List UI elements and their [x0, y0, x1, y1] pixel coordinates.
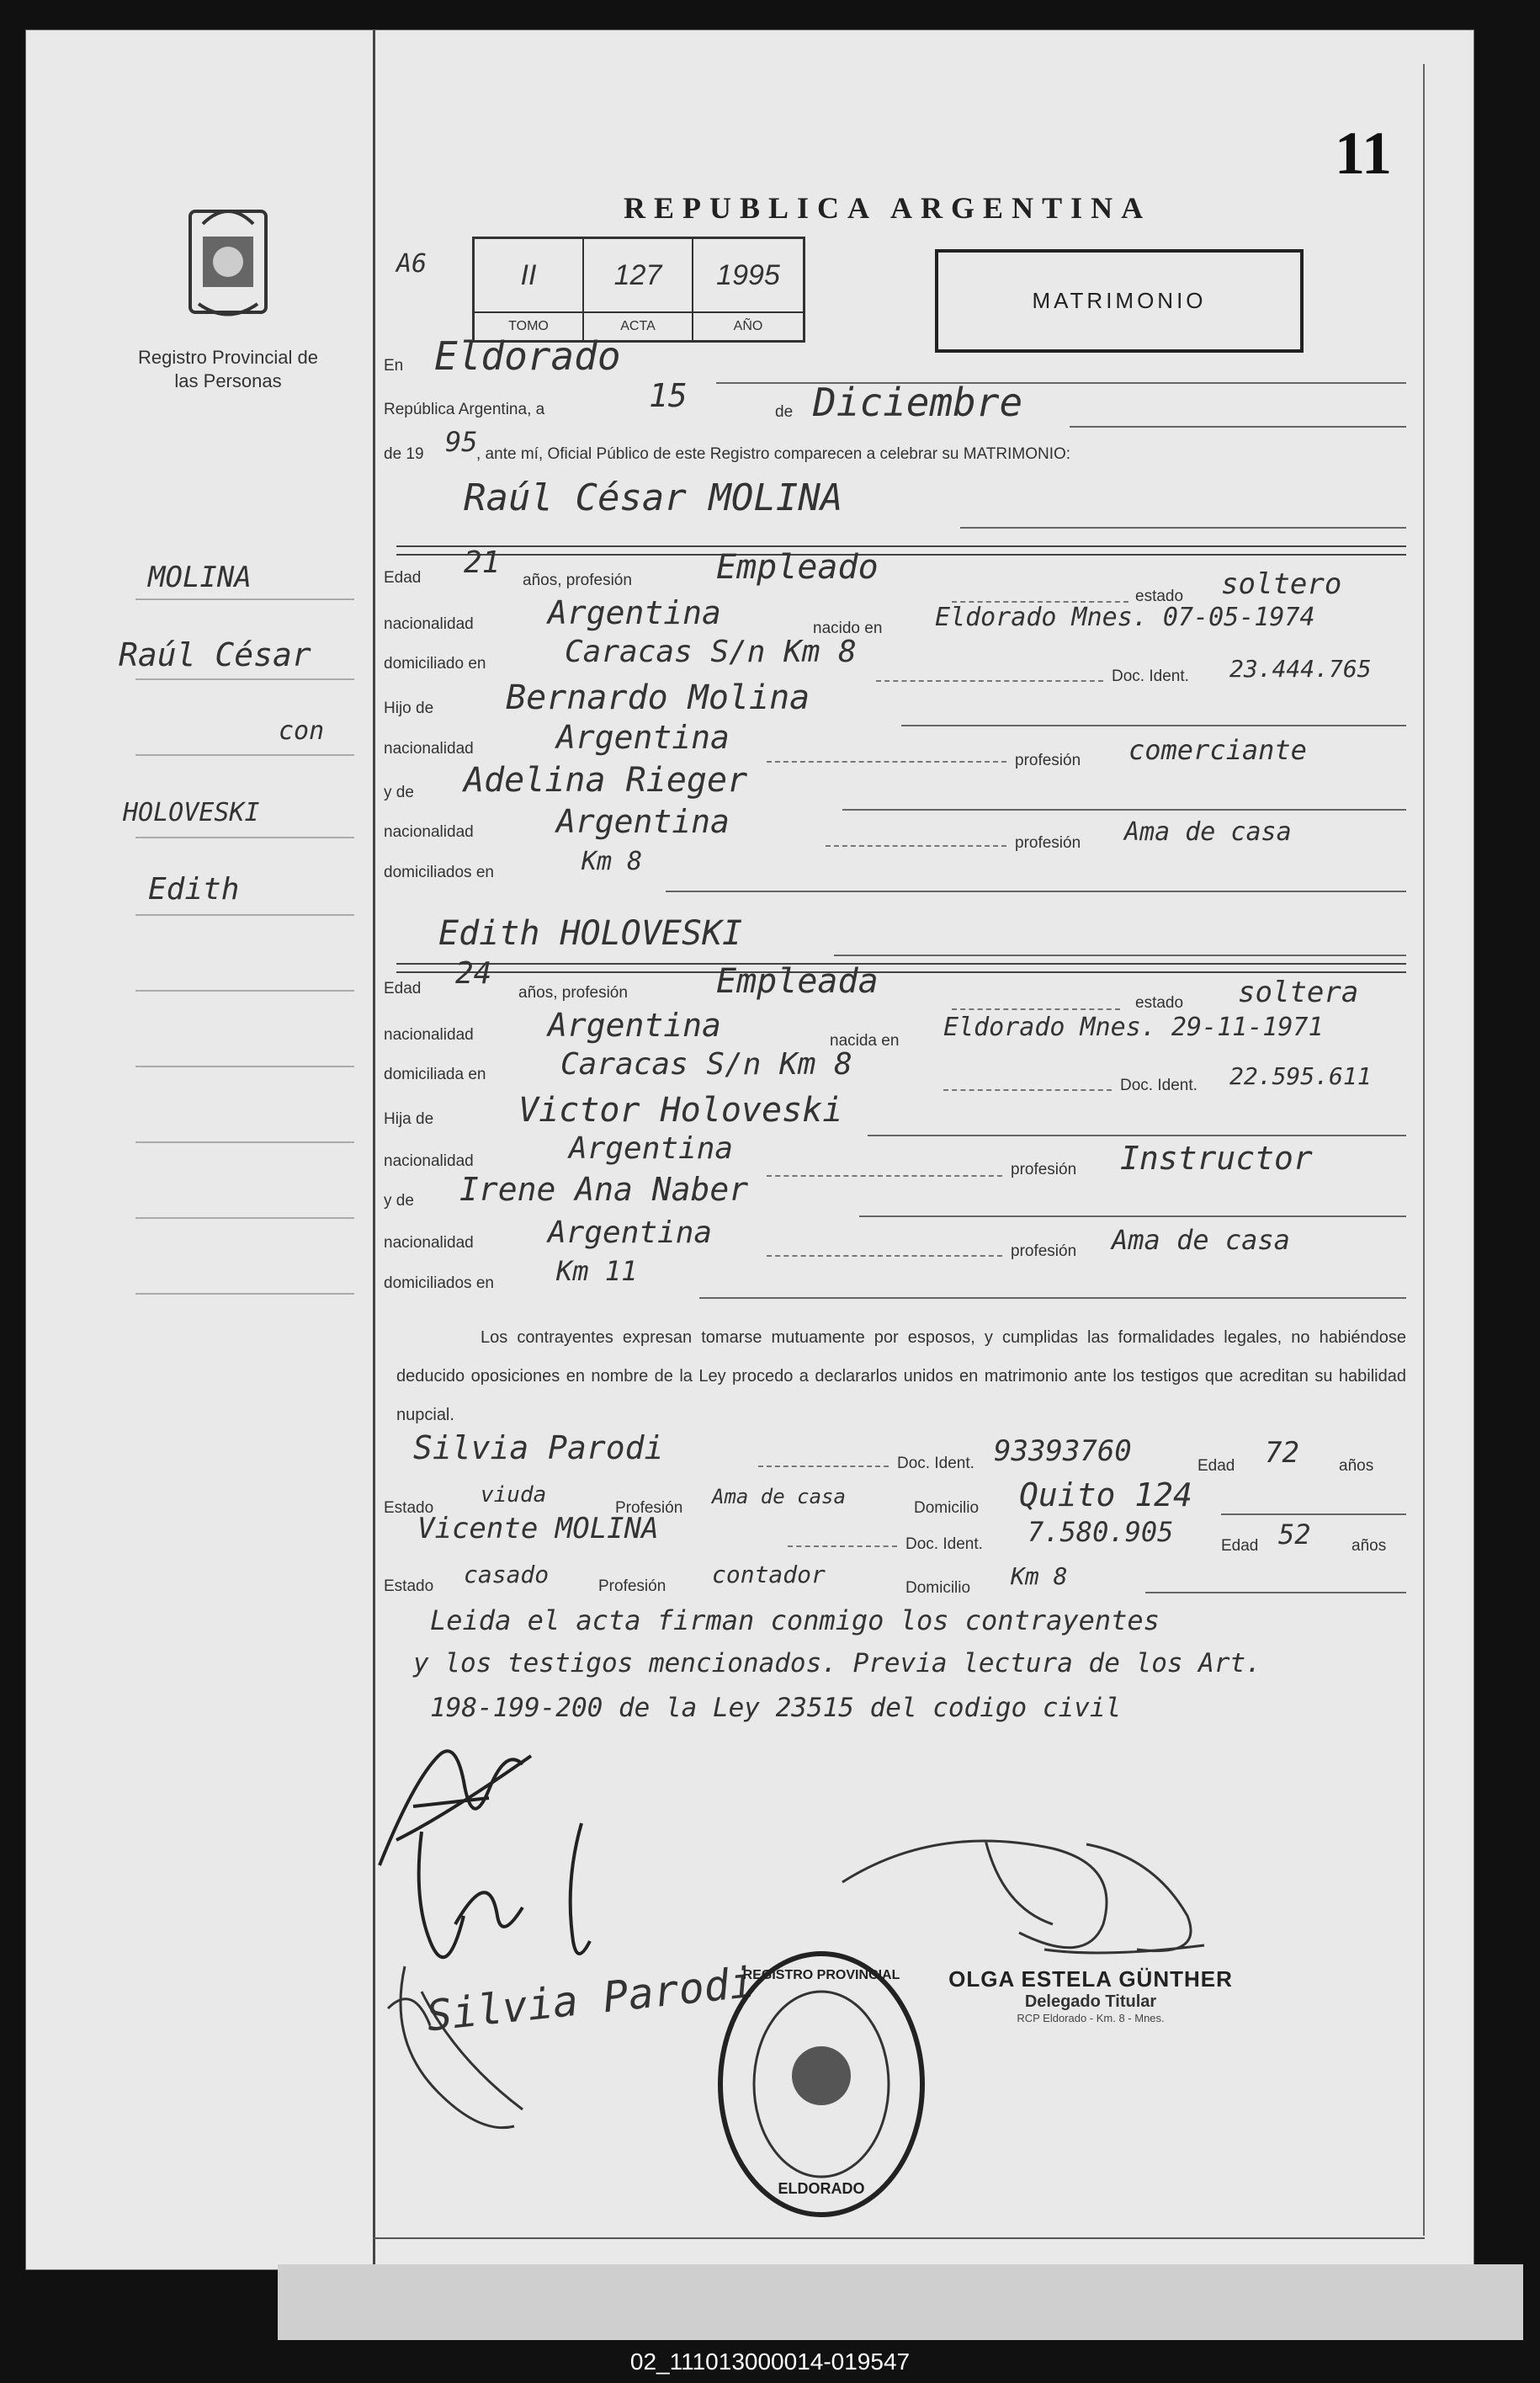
bride-dom-label: domiciliada en	[384, 1066, 486, 1083]
bride-padre-nac-label: nacionalidad	[384, 1152, 474, 1170]
bride-padre-prof-label: profesión	[1011, 1161, 1077, 1178]
note-line-3: 198-199-200 de la Ley 23515 del codigo civil	[430, 1693, 1122, 1723]
witness2-edad-label: Edad	[1221, 1537, 1259, 1555]
rule	[960, 527, 1406, 529]
margin-given: Raúl César	[119, 636, 311, 673]
date-day: 15	[649, 377, 688, 414]
underlying-page	[278, 2264, 1523, 2340]
page-number: 11	[1335, 120, 1393, 187]
rule	[758, 1465, 889, 1467]
bride-edad-label: Edad	[384, 980, 422, 997]
section-divider	[396, 545, 1406, 547]
image-id-footer: 02_111013000014-019547	[629, 2348, 911, 2375]
bride-estado: soltera	[1238, 976, 1359, 1009]
witness1-name: Silvia Parodi	[413, 1429, 664, 1466]
rule	[788, 1545, 897, 1547]
place-value: Eldorado	[434, 333, 621, 379]
bride-nacida: Eldorado Mnes. 29-11-1971	[943, 1013, 1324, 1042]
witness1-profesion: Ama de casa	[712, 1485, 846, 1508]
witness1-estado-label: Estado	[384, 1499, 434, 1517]
groom-madre-nac: Argentina	[556, 803, 730, 840]
witness1-doc-label: Doc. Ident.	[897, 1455, 974, 1472]
bride-madre-nac: Argentina	[548, 1215, 713, 1250]
note-line-2: y los testigos mencionados. Previa lectura de los Art.	[413, 1648, 1261, 1678]
tomo-value: II	[475, 239, 584, 311]
rule	[901, 725, 1406, 726]
record-type-box: MATRIMONIO	[935, 249, 1304, 353]
bride-edad: 24	[455, 956, 492, 991]
place-prefix: En	[384, 357, 404, 375]
rule	[135, 837, 354, 838]
witness1-doc: 93393760	[994, 1434, 1132, 1468]
margin-bride-given: Edith	[148, 872, 240, 907]
bride-domicilio: Caracas S/n Km 8	[560, 1047, 852, 1082]
bride-hija-label: Hija de	[384, 1110, 434, 1128]
bride-padre-nac: Argentina	[569, 1131, 734, 1166]
groom-padre-nac: Argentina	[556, 719, 730, 756]
official-role: Delegado Titular	[1024, 1992, 1157, 2011]
witness1-prof-label: Profesión	[615, 1499, 683, 1517]
witness2-name: Vicente MOLINA	[417, 1512, 659, 1545]
groom-dom-label: domiciliado en	[384, 655, 486, 673]
note-line-1: Leida el acta firman conmigo los contrayentes	[430, 1604, 1160, 1636]
groom-edad: 21	[464, 545, 501, 580]
groom-nacido-label: nacido en	[813, 620, 883, 637]
bride-nacionalidad: Argentina	[548, 1007, 721, 1044]
rule	[868, 1135, 1406, 1136]
groom-yde-label: y de	[384, 784, 414, 801]
bride-doc-label: Doc. Ident.	[1120, 1077, 1197, 1094]
witness1-edad: 72	[1265, 1436, 1299, 1470]
rule	[135, 598, 354, 600]
witness2-doc: 7.580.905	[1028, 1516, 1174, 1548]
bride-nac-label: nacionalidad	[384, 1026, 474, 1044]
bride-madre-prof: Ama de casa	[1112, 1224, 1290, 1256]
rule	[135, 754, 354, 756]
groom-edad-label: Edad	[384, 569, 422, 587]
rule	[767, 761, 1006, 763]
witness1-edad-label: Edad	[1197, 1457, 1235, 1475]
country-title: REPUBLICA ARGENTINA	[624, 191, 1152, 225]
groom-padres-dom: Km 8	[581, 847, 643, 876]
official-block	[948, 1966, 1234, 2024]
witness2-doc-label: Doc. Ident.	[905, 1535, 983, 1553]
date-month: Diciembre	[813, 380, 1023, 425]
rule	[859, 1215, 1406, 1217]
year-value: 95	[445, 426, 478, 458]
rule	[135, 990, 354, 992]
groom-doc: 23.444.765	[1229, 655, 1372, 683]
svg-text:ELDORADO: ELDORADO	[778, 2180, 865, 2197]
year-prefix: de 19	[384, 445, 424, 463]
groom-padre-nac-label: nacionalidad	[384, 740, 474, 758]
groom-profesion: Empleado	[716, 548, 879, 587]
groom-estado-label: estado	[1135, 588, 1184, 605]
rule	[767, 1175, 1002, 1177]
witness1-domicilio: Quito 124	[1019, 1476, 1192, 1513]
witness2-edad: 52	[1278, 1519, 1311, 1551]
rule	[135, 1141, 354, 1143]
record-number-box	[472, 237, 805, 343]
official-address: RCP Eldorado - Km. 8 - Mnes.	[1017, 2012, 1165, 2024]
bride-madre: Irene Ana Naber	[459, 1171, 749, 1208]
registry-name: Registro Provincial de las Personas	[138, 347, 318, 391]
groom-anios-label: años, profesión	[523, 572, 632, 589]
witness1-dom-label: Domicilio	[914, 1499, 980, 1517]
registry-stamp-icon	[708, 1941, 935, 2227]
bride-yde-label: y de	[384, 1192, 414, 1210]
date-de: de	[775, 403, 794, 421]
witness2-domicilio: Km 8	[1011, 1562, 1068, 1590]
groom-madre-nac-label: nacionalidad	[384, 823, 474, 841]
register-page	[25, 29, 1474, 2270]
witness2-prof-label: Profesión	[598, 1577, 666, 1595]
declaration-text: Los contrayentes expresan tomarse mutuamente por esposos, y cumplidas las formalidades legales, no habiéndose deducido oposiciones en nombre de la Ley procedo a declararlos unidos en matrimonio ante los testigos que acreditan su habilidad nupcial.	[396, 1328, 1406, 1424]
groom-doc-label: Doc. Ident.	[1112, 668, 1189, 685]
rule	[1145, 1592, 1406, 1593]
groom-padre-prof-label: profesión	[1015, 752, 1081, 769]
rule	[135, 678, 354, 680]
groom-nacionalidad: Argentina	[548, 594, 721, 631]
witness1-estado: viuda	[481, 1482, 547, 1508]
rule	[666, 891, 1406, 892]
provincial-seal-icon	[182, 190, 274, 333]
acta-label: ACTA	[584, 311, 693, 340]
witness1-anios: años	[1339, 1457, 1374, 1475]
anio-label: AÑO	[693, 311, 803, 340]
bride-doc: 22.595.611	[1229, 1062, 1372, 1090]
right-rule	[1423, 64, 1425, 2236]
rule	[876, 680, 1103, 682]
bride-madre-prof-label: profesión	[1011, 1242, 1077, 1260]
margin-bride-surname: HOLOVESKI	[123, 798, 260, 827]
rule	[699, 1297, 1406, 1299]
groom-nac-label: nacionalidad	[384, 615, 474, 633]
bride-padre: Victor Holoveski	[518, 1091, 843, 1130]
rule	[943, 1089, 1112, 1091]
witness2-dom-label: Domicilio	[905, 1579, 971, 1597]
bride-nacida-label: nacida en	[830, 1032, 900, 1050]
groom-name: Raúl César MOLINA	[464, 476, 843, 519]
section-divider	[396, 554, 1406, 556]
rule	[135, 1217, 354, 1219]
groom-nacido: Eldorado Mnes. 07-05-1974	[935, 603, 1315, 632]
tomo-label: TOMO	[475, 311, 584, 340]
bride-estado-label: estado	[1135, 994, 1184, 1012]
rule	[1221, 1513, 1406, 1515]
rule	[826, 845, 1006, 847]
bride-name: Edith HOLOVESKI	[438, 914, 743, 953]
section-divider	[396, 963, 1406, 965]
bride-padre-prof: Instructor	[1120, 1140, 1313, 1177]
margin-surname: MOLINA	[148, 561, 252, 594]
bride-profesion: Empleada	[716, 962, 879, 1001]
groom-padre: Bernardo Molina	[506, 678, 810, 717]
rule	[135, 1066, 354, 1067]
record-prefix: A6	[396, 249, 427, 279]
rule	[952, 1008, 1120, 1010]
groom-domicilio: Caracas S/n Km 8	[565, 635, 857, 669]
witness2-profesion: contador	[712, 1561, 826, 1588]
official-name: OLGA ESTELA GÜNTHER	[948, 1966, 1233, 1992]
rule	[842, 809, 1406, 811]
bottom-rule	[373, 2237, 1425, 2239]
bride-padres-dom-label: domiciliados en	[384, 1274, 494, 1292]
groom-estado: soltero	[1221, 567, 1342, 601]
acta-value: 127	[584, 239, 693, 311]
anio-value: 1995	[716, 258, 780, 291]
groom-madre: Adelina Rieger	[464, 761, 748, 800]
bride-padres-dom: Km 11	[556, 1255, 638, 1287]
groom-madre-prof: Ama de casa	[1124, 817, 1292, 847]
groom-hijo-label: Hijo de	[384, 699, 434, 717]
groom-padre-prof: comerciante	[1128, 734, 1307, 766]
country-label: República Argentina, a	[384, 401, 545, 418]
bride-anios-label: años, profesión	[518, 984, 628, 1002]
rule	[834, 955, 1406, 956]
bride-madre-nac-label: nacionalidad	[384, 1234, 474, 1252]
rule	[1070, 426, 1406, 428]
witness2-estado-label: Estado	[384, 1577, 434, 1595]
rule	[767, 1255, 1002, 1257]
svg-text:REGISTRO PROVINCIAL: REGISTRO PROVINCIAL	[742, 1968, 900, 1982]
witness2-estado: casado	[464, 1561, 550, 1588]
groom-padres-dom-label: domiciliados en	[384, 864, 494, 881]
margin-con: con	[279, 716, 325, 746]
witness-signature-text: Silvia Parodi	[424, 1957, 757, 2041]
rule	[135, 1293, 354, 1295]
rule	[135, 914, 354, 916]
date-rest: , ante mí, Oficial Público de este Registro comparecen a celebrar su MATRIMONIO:	[476, 445, 1071, 463]
witness2-anios: años	[1351, 1537, 1387, 1555]
groom-madre-prof-label: profesión	[1015, 834, 1081, 852]
section-divider	[396, 971, 1406, 973]
